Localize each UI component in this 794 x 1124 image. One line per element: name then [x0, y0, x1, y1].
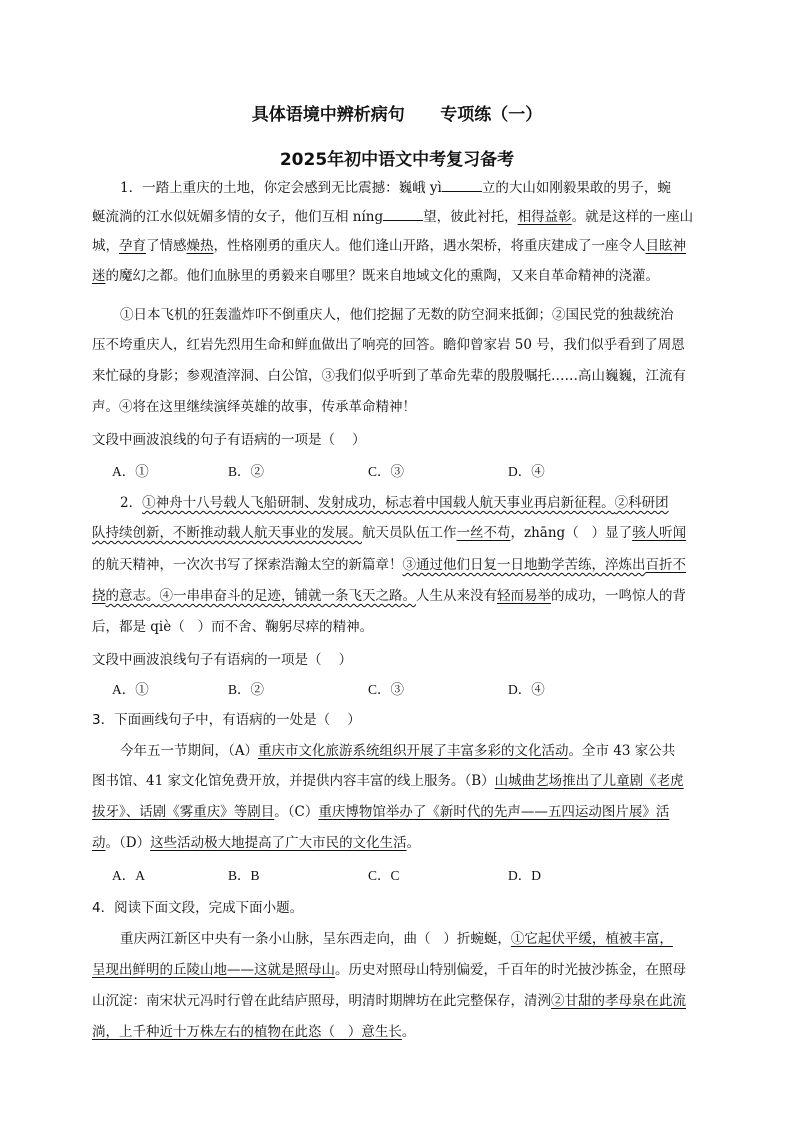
q3-stem: 3．下面画线句子中，有语病的一处是（ ） [92, 712, 361, 728]
q1-option-b[interactable]: B．② [228, 464, 265, 479]
q2-option-c[interactable]: C．③ [368, 682, 405, 697]
q1-paragraph2-line: 声。④将在这里继续演绎英雄的故事，传承革命精神！ [92, 399, 416, 415]
q4-paragraph-line: 重庆两江新区中央有一条小山脉，呈东西走向，曲（ ）折蜿蜒，①它起伏平缓，植被丰富， [120, 931, 673, 947]
q2-option-d[interactable]: D．④ [508, 682, 545, 697]
q2-option-b[interactable]: B．② [228, 682, 265, 697]
q1-question: 文段中画波浪线的句子有语病的一项是（ ） [92, 432, 366, 448]
q2-paragraph-line: 挠的意志。④一串串奋斗的足迹，铺就一条飞天之路。人生从来没有轻而易举的成功，一鸣惊人的背 [92, 588, 686, 604]
q3-option-a[interactable]: A．A [112, 868, 145, 883]
q2-paragraph-line: 2．①神舟十八号载人飞船研制、发射成功，标志着中国载人航天事业再启新征程。②科研团 [120, 495, 669, 511]
answer-blank[interactable] [383, 206, 423, 221]
q1-paragraph-line: 蜒流淌的江水似妩媚多情的女子，他们互相 níng 望，彼此衬托，相得益彰。就是这样的一座山 [92, 206, 693, 227]
q3-option-c[interactable]: C．C [368, 868, 400, 883]
page-title: 具体语境中辨析病句 专项练（一） [251, 105, 543, 125]
q3-paragraph-line: 动。（D）这些活动极大地提高了广大市民的文化生活。 [92, 835, 421, 851]
q2-paragraph-line: 的航天精神，一次次书写了探索浩瀚太空的新篇章！③通过他们日复一日地勤学苦练，淬炼出百折不 [92, 557, 686, 573]
q3-option-d[interactable]: D．D [508, 868, 541, 883]
answer-blank[interactable] [442, 177, 482, 192]
q4-stem: 4．阅读下面文段，完成下面小题。 [92, 900, 304, 916]
q1-paragraph-line: 迷的魔幻之都。他们血脉里的勇毅来自哪里？既来自地域文化的熏陶，又来自革命精神的浇灌。 [92, 268, 659, 284]
q4-paragraph-line: 山沉淀：南宋状元冯时行曾在此结庐照母，明清时期牌坊在此完整保存，清洌②甘甜的孝母泉在此流 [92, 993, 686, 1009]
q2-paragraph-line: 队持续创新，不断推动载人航天事业的发展。航天员队伍工作一丝不苟，zhāng（ ）显了骇人听闻 [92, 525, 687, 541]
q1-paragraph-line: 1．一踏上重庆的土地，你定会感到无比震撼：巍峨 yì 立的大山如刚毅果敢的男子，蜿 [120, 177, 671, 198]
q3-paragraph-line: 今年五一节期间，（A）重庆市文化旅游系统组织开展了丰富多彩的文化活动。全市 43 家公共 [120, 743, 676, 759]
q2-paragraph-line: 后，都是 qiè（ ）而不舍、鞠躬尽瘁的精神。 [92, 619, 374, 635]
page-subtitle: 2025年初中语文中考复习备考 [279, 150, 515, 170]
q2-option-a[interactable]: A．① [112, 682, 149, 697]
q4-paragraph-line: 呈现出鲜明的丘陵山地——这就是照母山。历史对照母山特别偏爱，千百年的时光披沙拣金，在照母 [92, 962, 686, 978]
q3-paragraph-line: 图书馆、41 家文化馆免费开放，并提供内容丰富的线上服务。（B）山城曲艺场推出了儿童剧《老虎 [92, 773, 684, 789]
q1-option-a[interactable]: A．① [112, 464, 149, 479]
q1-paragraph2-line: 来忙碌的身影；参观渣滓洞、白公馆，③我们似乎听到了革命先辈的殷殷嘱托……高山巍巍，江流有 [92, 368, 686, 384]
q1-option-d[interactable]: D．④ [508, 464, 545, 479]
q3-paragraph-line: 拔牙》、话剧《雾重庆》等剧目。（C）重庆博物馆举办了《新时代的先声——五四运动图片展》活 [92, 804, 670, 820]
q2-question: 文段中画波浪线句子有语病的一项是（ ） [92, 652, 353, 668]
q4-paragraph-line: 淌，上千种近十万株左右的植物在此恣（ ）意生长。 [92, 1024, 416, 1040]
q1-paragraph2-line: ①日本飞机的狂轰滥炸吓不倒重庆人，他们挖掘了无数的防空洞来抵御；②国民党的独裁统治 [120, 307, 674, 323]
q3-option-b[interactable]: B．B [228, 868, 260, 883]
q1-option-c[interactable]: C．③ [368, 464, 405, 479]
q1-paragraph-line: 城，孕育了情感燥热，性格刚勇的重庆人。他们逢山开路，遇水架桥，将重庆建成了一座令人目眩神 [92, 238, 686, 254]
q1-paragraph2-line: 压不垮重庆人，红岩先烈用生命和鲜血做出了响亮的回答。瞻仰曾家岩 50 号，我们似乎看到了周恩 [92, 337, 685, 353]
